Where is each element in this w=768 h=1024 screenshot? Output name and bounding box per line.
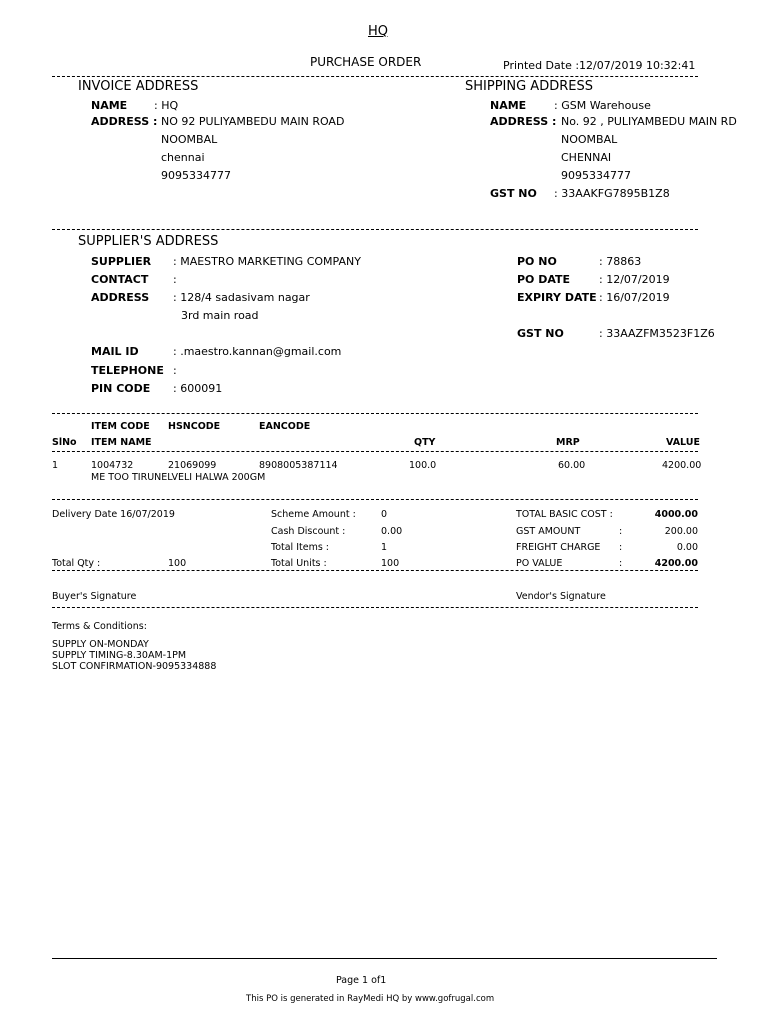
col-qty: QTY — [414, 437, 436, 448]
divider — [52, 76, 698, 77]
col-value: VALUE — [666, 437, 700, 448]
invoice-address-heading: INVOICE ADDRESS — [78, 79, 199, 94]
mail-id-value: : .maestro.kannan@gmail.com — [173, 345, 342, 358]
total-units-label: Total Units : — [271, 558, 327, 569]
total-basic-cost-value: 4000.00 — [654, 509, 698, 520]
terms-line: SUPPLY TIMING-8.30AM-1PM — [52, 650, 187, 661]
row-item-code: 1004732 — [91, 460, 134, 471]
po-gst-label: GST NO — [517, 327, 564, 340]
po-date-value: : 12/07/2019 — [599, 273, 670, 286]
row-value: 4200.00 — [662, 460, 702, 471]
divider — [52, 499, 698, 500]
row-qty: 100.0 — [409, 460, 437, 471]
terms-line: SLOT CONFIRMATION-9095334888 — [52, 661, 217, 672]
pin-code-label: PIN CODE — [91, 382, 151, 395]
shipping-address-line: No. 92 , PULIYAMBEDU MAIN RD — [561, 115, 737, 128]
supplier-address-line2: 3rd main road — [181, 309, 259, 322]
col-hsncode: HSNCODE — [168, 421, 221, 432]
telephone-value: : — [173, 364, 177, 377]
po-no-value: : 78863 — [599, 255, 642, 268]
terms-line: SUPPLY ON-MONDAY — [52, 639, 149, 650]
invoice-address-line: chennai — [161, 151, 205, 164]
row-slno: 1 — [52, 460, 59, 471]
expiry-date-label: EXPIRY DATE — [517, 291, 597, 304]
shipping-gst-value: : 33AAKFG7895B1Z8 — [554, 187, 670, 200]
shipping-address-line: NOOMBAL — [561, 133, 618, 146]
supplier-value: : MAESTRO MARKETING COMPANY — [173, 255, 361, 268]
supplier-label: SUPPLIER — [91, 255, 152, 268]
total-items-value: 1 — [381, 542, 388, 553]
delivery-date: Delivery Date 16/07/2019 — [52, 509, 175, 520]
contact-value: : — [173, 273, 177, 286]
col-item-name: ITEM NAME — [91, 437, 152, 448]
gst-amount-colon: : — [619, 526, 623, 537]
row-item-name: ME TOO TIRUNELVELI HALWA 200GM — [91, 472, 266, 483]
shipping-name-value: : GSM Warehouse — [554, 99, 651, 112]
cash-discount-label: Cash Discount : — [271, 526, 346, 537]
pin-code-value: : 600091 — [173, 382, 223, 395]
shipping-name-label: NAME — [490, 99, 527, 112]
row-hsncode: 21069099 — [168, 460, 217, 471]
company-title: HQ — [368, 24, 389, 39]
total-basic-cost-label: TOTAL BASIC COST : — [516, 509, 613, 520]
footer-rule — [52, 958, 717, 959]
freight-charge-label: FREIGHT CHARGE — [516, 542, 601, 553]
scheme-amount-label: Scheme Amount : — [271, 509, 356, 520]
document-title: PURCHASE ORDER — [310, 55, 422, 69]
divider — [52, 413, 698, 414]
generated-by: This PO is generated in RayMedi HQ by www.gofrugal.com — [246, 994, 495, 1004]
scheme-amount-value: 0 — [381, 509, 388, 520]
shipping-address-label: ADDRESS : — [490, 115, 557, 128]
po-value-colon: : — [619, 558, 623, 569]
divider — [52, 229, 698, 230]
invoice-address-line: NO 92 PULIYAMBEDU MAIN ROAD — [161, 115, 345, 128]
buyer-signature: Buyer's Signature — [52, 591, 137, 602]
po-no-label: PO NO — [517, 255, 557, 268]
po-date-label: PO DATE — [517, 273, 571, 286]
gst-amount-value: 200.00 — [664, 526, 698, 537]
po-gst-value: : 33AAZFM3523F1Z6 — [599, 327, 715, 340]
gst-amount-label: GST AMOUNT — [516, 526, 581, 537]
cash-discount-value: 0.00 — [381, 526, 403, 537]
total-qty-label: Total Qty : — [52, 558, 101, 569]
supplier-address-heading: SUPPLIER'S ADDRESS — [78, 234, 219, 249]
total-items-label: Total Items : — [271, 542, 330, 553]
invoice-address-line: 9095334777 — [161, 169, 231, 182]
total-units-value: 100 — [381, 558, 400, 569]
po-value-label: PO VALUE — [516, 558, 563, 569]
freight-charge-value: 0.00 — [676, 542, 698, 553]
printed-date: Printed Date :12/07/2019 10:32:41 — [503, 59, 696, 72]
supplier-address-label: ADDRESS — [91, 291, 150, 304]
divider — [52, 570, 698, 571]
expiry-date-value: : 16/07/2019 — [599, 291, 670, 304]
page-number: Page 1 of1 — [336, 975, 387, 986]
supplier-address-value: : 128/4 sadasivam nagar — [173, 291, 310, 304]
terms-heading: Terms & Conditions: — [52, 621, 147, 632]
divider — [52, 451, 698, 452]
freight-charge-colon: : — [619, 542, 623, 553]
row-mrp: 60.00 — [558, 460, 586, 471]
col-slno: SlNo — [52, 437, 77, 448]
shipping-gst-label: GST NO — [490, 187, 537, 200]
total-qty-value: 100 — [168, 558, 187, 569]
po-value-value: 4200.00 — [654, 558, 698, 569]
col-item-code: ITEM CODE — [91, 421, 150, 432]
invoice-address-line: NOOMBAL — [161, 133, 218, 146]
invoice-name-value: : HQ — [154, 99, 179, 112]
mail-id-label: MAIL ID — [91, 345, 139, 358]
shipping-address-line: CHENNAI — [561, 151, 612, 164]
shipping-address-line: 9095334777 — [561, 169, 631, 182]
row-eancode: 8908005387114 — [259, 460, 338, 471]
vendor-signature: Vendor's Signature — [516, 591, 606, 602]
invoice-name-label: NAME — [91, 99, 128, 112]
contact-label: CONTACT — [91, 273, 149, 286]
shipping-address-heading: SHIPPING ADDRESS — [465, 79, 593, 94]
telephone-label: TELEPHONE — [91, 364, 164, 377]
col-eancode: EANCODE — [259, 421, 311, 432]
col-mrp: MRP — [556, 437, 580, 448]
divider — [52, 607, 698, 608]
invoice-address-label: ADDRESS : — [91, 115, 158, 128]
